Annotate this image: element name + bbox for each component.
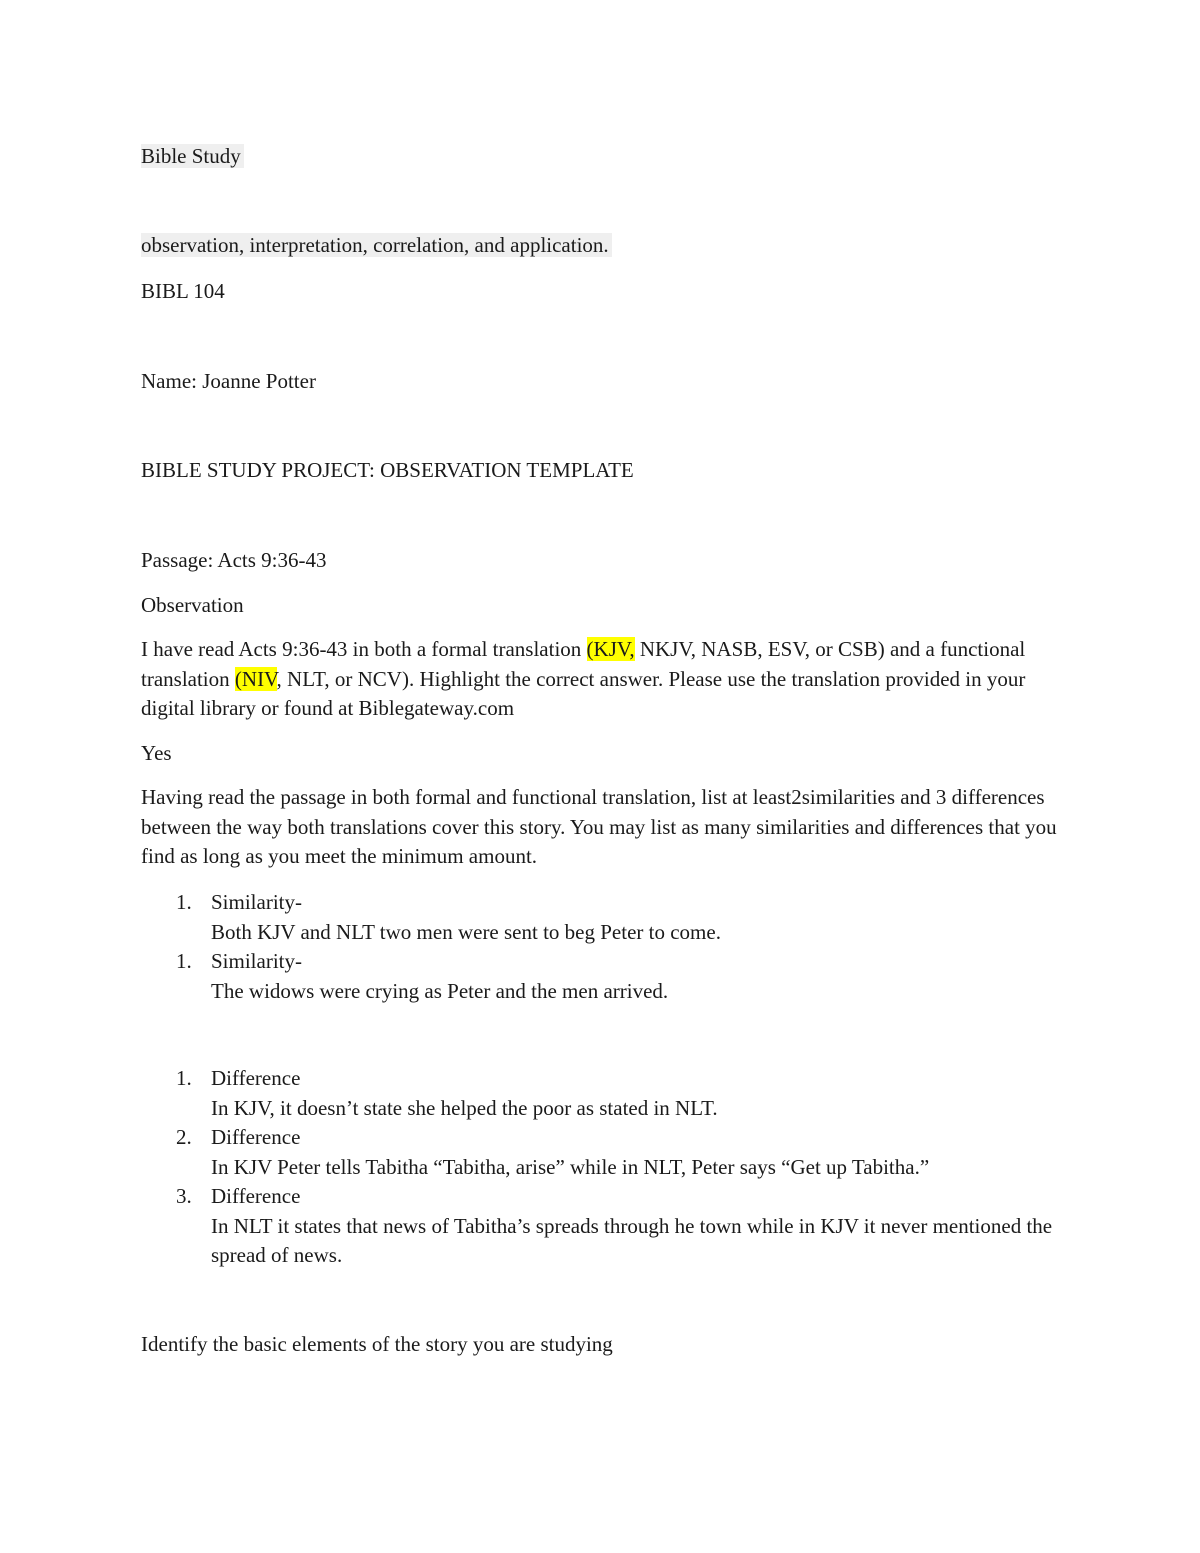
- course-code: BIBL 104: [141, 279, 225, 303]
- instructions-paragraph: Having read the passage in both formal and functional translation, list at least2similarities and 3 differences between the way both translations cover this story. You may list as many similarities and differences that you find as long as you meet the minimum amount.: [141, 785, 1057, 868]
- answer-yes: Yes: [141, 741, 172, 765]
- list-item: 2. Difference In KJV Peter tells Tabitha “Tabitha, arise” while in NLT, Peter says “Get up Tabitha.”: [176, 1125, 930, 1179]
- list-item: 1. Similarity- The widows were crying as Peter and the men arrived.: [176, 949, 669, 1003]
- closing-prompt: Identify the basic elements of the story you are studying: [141, 1332, 613, 1356]
- functional-translation-highlight: (NIV: [234, 666, 277, 691]
- formal-translation-highlight: (KJV,: [586, 637, 635, 661]
- list-item: 3. Difference In NLT it states that news of Tabitha’s spreads through he town while in KJV it never mentioned the spread of news.: [176, 1184, 1053, 1267]
- read-statement: I have read Acts 9:36-43 in both a formal translation (KJV, NKJV, NASB, ESV, or CSB) and a functional translation (NIV, NLT, or NCV). Highlight the correct answer. Please use the translation provided in your digital library or found at Biblegateway.com: [141, 637, 1026, 720]
- similarities-list: [141, 888, 1061, 1006]
- observation-heading: Observation: [141, 593, 244, 617]
- doc-title: Bible Study: [141, 141, 244, 171]
- doc-subtitle: observation, interpretation, correlation, and application.: [141, 230, 612, 260]
- differences-list: [141, 1064, 1061, 1271]
- list-item: 1. Difference In KJV, it doesn’t state she helped the poor as stated in NLT.: [176, 1066, 718, 1120]
- template-title: BIBLE STUDY PROJECT: OBSERVATION TEMPLATE: [141, 458, 634, 482]
- passage-reference: Passage: Acts 9:36-43: [141, 548, 327, 572]
- list-item: 1. Similarity- Both KJV and NLT two men were sent to beg Peter to come.: [176, 890, 721, 944]
- student-name: Name: Joanne Potter: [141, 369, 316, 393]
